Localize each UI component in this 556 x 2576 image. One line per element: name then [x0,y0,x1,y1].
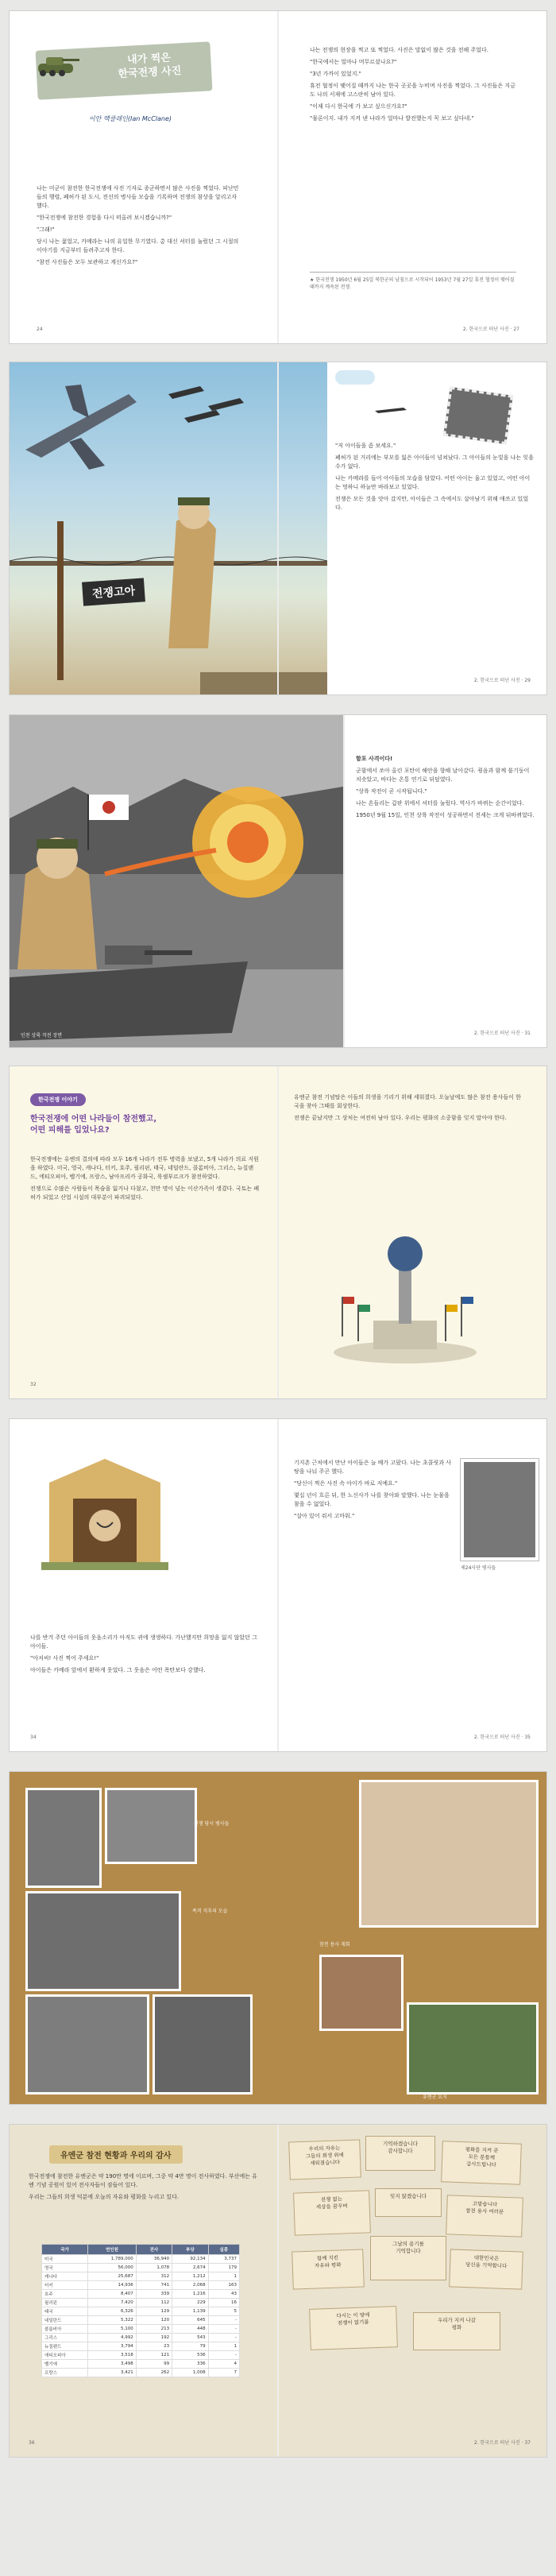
table-cell: - [208,2316,239,2325]
paragraph: 나는 미군이 참전한 한국전쟁에 사진 기자로 종군하면서 많은 사진을 찍었다. 피난민들의 행렬, 폐허가 된 도시, 전선의 병사들 모습을 기록하며 전쟁의 참상을 알리고자 했다. [37,185,239,209]
table-cell: 1,008 [172,2369,208,2377]
page-24 [10,11,278,343]
paragraph: "살아 있어 줘서 고마워." [294,1513,355,1519]
war-orphan-illustration [10,362,327,694]
table-cell: 3,737 [208,2255,239,2264]
page-36 [10,2125,278,2457]
collage-photo [25,1891,181,1991]
veteran-photo [359,1780,539,1928]
page-33 [278,1066,546,1398]
stamp-photo [443,387,513,445]
running-head: 2. 한국으로 떠난 사진 · 29 [473,678,531,683]
table-cell: 1,212 [172,2272,208,2281]
table-row [42,2369,240,2377]
table-cell: 7 [208,2369,239,2377]
paragraph: 전쟁은 모든 것을 앗아 갔지만, 아이들은 그 속에서도 살아남기 위해 애쓰고 있었다. [335,496,529,511]
paragraph: "저 아이들을 좀 보세요." [335,443,396,449]
memorial-illustration [326,1225,485,1368]
running-head: 2. 한국으로 떠난 사진 · 37 [473,2440,531,2446]
left-body [29,2172,259,2205]
page-number: 36 [29,2440,35,2446]
table-header-cell: 부상 [172,2245,208,2255]
message-card: 우리가 지켜 나갈 평화 [413,2312,500,2350]
collage-note: 참전 용사 재회 [319,1942,350,1947]
paragraph: "아저씨! 사진 찍어 주세요!" [30,1655,99,1661]
table-cell: 312 [136,2272,172,2281]
collage-photo [105,1788,197,1864]
paragraph: 몇십 년이 흐른 뒤, 한 노신사가 나를 찾아와 말했다. 나는 눈물을 참을 수 없었다. [294,1492,450,1507]
table-header-cell: 국가 [42,2245,88,2255]
table-row [42,2360,240,2369]
photo-caption: 제24사단 병사들 [461,1565,496,1571]
paragraph: 전쟁은 끝났지만 그 상처는 여전히 남아 있다. 우리는 평화의 소중함을 잊지 말아야 한다. [294,1115,507,1121]
gutter [277,362,279,694]
table-cell: 5,100 [88,2325,137,2334]
byline: 이안 맥클레인(Ian McClane) [89,115,172,122]
table-cell: 7,420 [88,2299,137,2307]
right-body [310,46,516,126]
spread-2 [10,362,546,694]
table-cell: 14,936 [88,2281,137,2290]
page-number: 24 [37,327,43,332]
table-cell: 16 [208,2299,239,2307]
table-cell: 3,421 [88,2369,137,2377]
page-29 [327,362,546,694]
paragraph: 한국전쟁에 참전한 유엔군은 약 190만 명에 이르며, 그중 약 4만 명이 전사하였다. 부산에는 유엔 기념 공원이 있어 전사자들이 잠들어 있다. [29,2173,257,2188]
collage-note: 폭격 직후의 모습 [192,1909,228,1914]
paragraph: 나를 반겨 주던 아이들의 웃음소리가 아직도 귀에 생생하다. 가난했지만 희망을 잃지 않았던 그 아이들. [30,1634,257,1650]
table-cell: 192 [136,2334,172,2342]
paragraph: 휴전 협정이 맺어질 때까지 나는 한국 곳곳을 누비며 사진을 찍었다. 그 사진들은 지금도 나의 서재에 고스란히 남아 있다. [310,83,515,98]
table-cell: 네덜란드 [42,2316,88,2325]
message-card: 잊지 않겠습니다 [375,2188,442,2217]
table-header-cell: 연인원 [88,2245,137,2255]
reunion-photo [319,1955,403,2031]
table-cell: 에티오피아 [42,2351,88,2360]
collage-photo [25,1788,102,1888]
running-head: 2. 한국으로 떠난 사진 · 35 [473,1735,531,1740]
page-number: 34 [30,1735,37,1740]
table-cell: 1 [208,2272,239,2281]
bomber-plane-icon [25,385,137,470]
paragraph: 유엔군 참전 기념탑은 이들의 희생을 기리기 위해 세워졌다. 오늘날에도 많은 참전 용사들이 한국을 찾아 그때를 회상한다. [294,1094,521,1109]
page-35 [278,1419,546,1751]
paragraph: 1950년 9월 15일, 인천 상륙 작전이 성공하면서 전세는 크게 뒤바뀌었다. [356,812,535,818]
page-31 [345,715,546,1047]
table-cell: 8,407 [88,2290,137,2299]
table-cell: - [208,2351,239,2360]
explosion-icon [192,787,303,898]
table-cell: 터키 [42,2281,88,2290]
paragraph: 우리는 그들의 희생 덕분에 오늘의 자유와 평화를 누리고 있다. [29,2194,180,2200]
question-heading: 한국전쟁에 어떤 나라들이 참전했고, 어떤 피해를 입었나요? [30,1115,157,1135]
table-cell: 4,992 [88,2334,137,2342]
table-cell: 121 [136,2351,172,2360]
paragraph: "3년 가까이 있었지." [310,71,361,77]
right-body [335,442,534,516]
running-head: 2. 한국으로 떠난 사진 · 27 [462,327,519,332]
table-cell: 1,139 [172,2307,208,2316]
chapter-heading: 내가 찍은 한국전쟁 사진 [118,52,182,81]
right-body [356,755,535,823]
shack-illustration [41,1459,168,1570]
table-cell: 1,216 [172,2290,208,2299]
paragraph: "한국에서는 얼마나 머무르셨나요?" [310,59,397,65]
table-cell: 4 [208,2360,239,2369]
table-cell: 프랑스 [42,2369,88,2377]
paragraph: 아이들은 카메라 앞에서 환하게 웃었다. 그 웃음은 어떤 폭탄보다 강했다. [30,1667,206,1673]
message-card: 다시는 이 땅에 전쟁이 없기를 [309,2306,398,2350]
table-cell: 36,940 [136,2255,172,2264]
right-body [294,1093,524,1126]
table-header-cell: 실종 [208,2245,239,2255]
paragraph: "참전 사진들은 모두 보관하고 계신가요?" [37,259,138,265]
table-cell: 56,000 [88,2264,137,2272]
table-cell: 3,518 [88,2351,137,2360]
left-body [30,1155,261,1205]
message-card: 대한민국은 당신을 기억합니다 [449,2249,523,2289]
right-body [294,1459,453,1524]
cloud-icon [335,370,375,385]
table-cell: 2,674 [172,2264,208,2272]
table-cell: 그리스 [42,2334,88,2342]
paragraph: "이제 다시 한국에 가 보고 싶으신가요?" [310,103,407,110]
message-card: 고맙습니다 참전 용사 여러분 [446,2195,523,2237]
naval-bombardment-illustration [10,715,343,1047]
table-cell: 92,134 [172,2255,208,2264]
table-cell: 뉴질랜드 [42,2342,88,2351]
table-cell: 2,068 [172,2281,208,2290]
spread-5 [10,1419,546,1751]
left-body [37,184,241,270]
message-card: 우리의 자유는 그들의 희생 위에 세워졌습니다 [288,2139,361,2180]
table-row [42,2307,240,2316]
paragraph: 폐허가 된 거리에는 부모를 잃은 아이들이 넘쳐났다. 그 아이들의 눈빛을 나는 잊을 수가 없다. [335,454,534,470]
table-cell: 1,789,000 [88,2255,137,2264]
table-cell: 448 [172,2325,208,2334]
collage-photo [153,1994,253,2094]
table-cell: 645 [172,2316,208,2325]
table-cell: 536 [172,2351,208,2360]
illustration-caption: 인천 상륙 작전 장면 [21,1033,63,1039]
fighter-jets-icon [168,386,244,423]
message-card: 평화를 지켜 준 모든 분들께 감사드립니다 [441,2141,522,2184]
paragraph: 군함에서 쏘아 올린 포탄이 해안을 향해 날아갔다. 굉음과 함께 불기둥이 치솟았고, 바다는 온통 연기로 뒤덮였다. [356,768,530,783]
table-cell: 호주 [42,2290,88,2299]
collage-note: 전쟁 당시 병사들 [194,1821,230,1827]
message-card: 함께 지킨 자유와 평화 [292,2249,365,2289]
spread-6 [10,1772,546,2104]
page-37 [278,2125,546,2457]
table-body [42,2255,240,2377]
page-34 [10,1419,278,1751]
soldiers-photo [461,1459,539,1561]
paragraph: 나는 흔들리는 갑판 위에서 셔터를 눌렀다. 역사가 바뀌는 순간이었다. [356,800,524,806]
footnote: ★ 한국전쟁 1950년 6월 25일 북한군의 남침으로 시작되어 1953년 7월 27일 휴전 협정이 맺어질 때까지 계속된 전쟁. [310,277,515,290]
left-body [30,1634,261,1678]
spread-3 [10,715,546,1047]
table-row [42,2316,240,2325]
table-cell: 미국 [42,2255,88,2264]
table-cell: 229 [172,2299,208,2307]
table-cell: 태국 [42,2307,88,2316]
paragraph: "물론이지. 내가 지켜 낸 나라가 얼마나 발전했는지 꼭 보고 싶다네." [310,115,474,122]
table-row [42,2342,240,2351]
table-row [42,2334,240,2342]
paragraph: 나는 전쟁의 현장을 찍고 또 찍었다. 사진은 말없이 많은 것을 전해 주었다. [310,47,489,53]
table-cell: 129 [136,2307,172,2316]
table-cell: 5 [208,2307,239,2316]
paragraph: "상륙 작전이 곧 시작됩니다." [356,788,427,795]
table-cell: - [208,2334,239,2342]
table-cell: 1 [208,2342,239,2351]
table-cell: 163 [208,2281,239,2290]
photo-collage [10,1772,546,2104]
table-cell: 필리핀 [42,2299,88,2307]
paragraph: "그래!" [37,226,55,233]
table-cell: 콜롬비아 [42,2325,88,2334]
message-card: 전쟁 없는 세상을 꿈꾸며 [293,2190,371,2235]
table-row [42,2351,240,2360]
table-cell: 23 [136,2342,172,2351]
paragraph: 함포 사격이다! [356,756,393,762]
table-row [42,2272,240,2281]
table-cell: 3,794 [88,2342,137,2351]
paragraph: 한국전쟁에는 유엔의 결의에 따라 모두 16개 나라가 전투 병력을 보냈고, 5개 나라가 의료 지원을 하였다. 미국, 영국, 캐나다, 터키, 호주, 필리핀, 태국, 네덜란드, 콜롬비아, 그리스, 뉴질랜드, 에티오피아, 벨기에, 프랑스, 남아프리카 공화국, 룩셈부르크가 참전하였다. [30,1156,259,1180]
table-cell: 6,326 [88,2307,137,2316]
table-cell: 43 [208,2290,239,2299]
table-cell: 벨기에 [42,2360,88,2369]
cemetery-photo [407,2002,539,2094]
paragraph: 당시 나는 젊었고, 카메라는 나의 유일한 무기였다. 총 대신 셔터를 눌렀던 그 시절의 이야기를 지금부터 들려주고자 한다. [37,238,239,253]
running-head: 2. 한국으로 떠난 사진 · 31 [473,1031,531,1036]
page-32 [10,1066,278,1398]
jet-icon [375,402,407,410]
table-row [42,2299,240,2307]
table-cell: 캐나다 [42,2272,88,2281]
spread-1 [10,11,546,343]
topic-badge: 한국전쟁 이야기 [30,1093,86,1106]
table-header-row [42,2245,240,2255]
table-row [42,2281,240,2290]
table-cell: 112 [136,2299,172,2307]
table-cell: 336 [172,2360,208,2369]
message-card: 그날의 용기를 기억합니다 [370,2236,446,2280]
table-cell: 79 [172,2342,208,2351]
footnote-rule [310,272,516,273]
table-cell: 3,498 [88,2360,137,2369]
table-cell: 99 [136,2360,172,2369]
table-cell: 339 [136,2290,172,2299]
table-cell: 213 [136,2325,172,2334]
table-cell: 120 [136,2316,172,2325]
table-cell: 543 [172,2334,208,2342]
table-cell: 179 [208,2264,239,2272]
table-row [42,2255,240,2264]
war-orphan-sign: 전쟁고아 [82,578,145,605]
collage-photo [25,1994,149,2094]
table-cell: 1,078 [136,2264,172,2272]
table-cell: 5,322 [88,2316,137,2325]
page-number: 32 [30,1382,37,1387]
table-cell: 262 [136,2369,172,2377]
table-header-cell: 전사 [136,2245,172,2255]
un-forces-table [41,2244,240,2377]
collage-note: 유엔군 묘지 [423,2094,447,2100]
message-card: 기억하겠습니다 감사합니다 [365,2136,435,2171]
paragraph: "당신이 찍은 사진 속 아이가 바로 저예요." [294,1480,398,1487]
table-row [42,2264,240,2272]
paragraph: 기지촌 근처에서 만난 아이들은 늘 배가 고팠다. 나는 초콜릿과 사탕을 나눠 주곤 했다. [294,1460,452,1475]
table-row [42,2290,240,2299]
spread-4 [10,1066,546,1398]
table-cell: 741 [136,2281,172,2290]
table-cell: - [208,2325,239,2334]
section-title: 유엔군 참전 현황과 우리의 감사 [49,2145,183,2164]
tank-icon [33,51,81,79]
spread-7 [10,2125,546,2457]
table-cell: 영국 [42,2264,88,2272]
table-cell: 25,687 [88,2272,137,2281]
paragraph: 나는 카메라를 들어 아이들의 모습을 담았다. 어떤 아이는 울고 있었고, 어떤 아이는 멍하니 하늘만 바라보고 있었다. [335,475,531,490]
page-27 [278,11,546,343]
table-row [42,2325,240,2334]
paragraph: "한국전쟁에 참전한 경험을 다시 떠올려 보시겠습니까?" [37,215,172,221]
paragraph: 전쟁으로 수많은 사람들이 목숨을 잃거나 다쳤고, 천만 명이 넘는 이산가족이 생겼다. 국토는 폐허가 되었고 산업 시설의 대부분이 파괴되었다. [30,1186,260,1201]
